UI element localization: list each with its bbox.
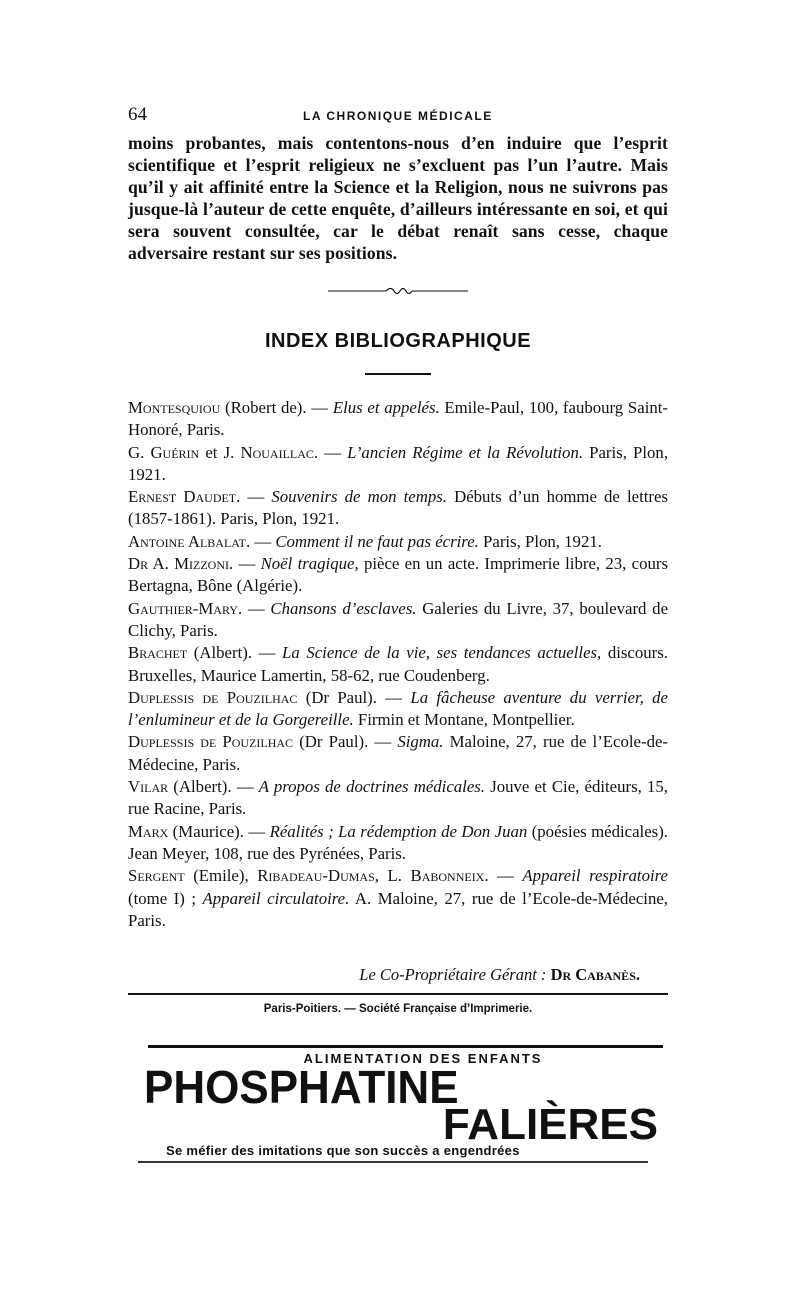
bibliography-entry: Gauthier-Mary. — Chansons d’esclaves. Galeries du Livre, 37, boulevard de Clichy, Paris. xyxy=(128,598,669,640)
page-number: 64 xyxy=(128,104,147,125)
ad-rule-bottom xyxy=(138,1161,648,1163)
bibliography-entry: Montesquiou (Robert de). — Elus et appelés. Emile-Paul, 100, faubourg Saint-Honoré, Paris. xyxy=(128,398,669,440)
printer-imprint: Paris-Poitiers. — Société Française d’Imprimerie. xyxy=(263,1003,533,1016)
bibliography-entry: G. Guérin et J. Nouaillac. — L’ancien Régime et la Révolution. Paris, Plon, 1921. xyxy=(128,442,669,484)
ad-slogan: Se méfier des imitations que son succès a engendrées xyxy=(166,1143,520,1158)
signature-name: Dr Cabanès. xyxy=(550,965,640,985)
ad-caption: ALIMENTATION DES ENFANTS xyxy=(303,1051,543,1066)
ad-brand-falieres: FALIÈRES xyxy=(442,1100,658,1149)
bibliography-entry: Brachet (Albert). — La Science de la vie, ses tendances actuelles, discours. Bruxelles, Maurice Lamertin, 58-62, rue Coudenberg. xyxy=(128,643,668,685)
bibliography-entry: Duplessis de Pouzilhac (Dr Paul). — Sigma. Maloine, 27, rue de l’Ecole-de-Médecine, Paris. xyxy=(128,732,668,774)
bibliography-entry: Dr A. Mizzoni. — Noël tragique, pièce en un acte. Imprimerie libre, 23, cours Bertagna, Bône (Algérie). xyxy=(128,554,669,596)
ornament-divider xyxy=(328,284,468,298)
bibliography-entry: Sergent (Emile), Ribadeau-Dumas, L. Babonneix. — Appareil respiratoire (tome I) ; Appareil circulatoire. A. Maloine, 27, rue de l’Ecole-de-Médecine, Paris. xyxy=(128,866,668,930)
advertisement xyxy=(138,1045,668,1165)
footer-rule xyxy=(128,993,668,995)
bibliography-entry: Marx (Maurice). — Réalités ; La rédemption de Don Juan (poésies médicales). Jean Meyer, 108, rue des Pyrénées, Paris. xyxy=(128,821,668,863)
signature-line: Le Co-Propriétaire Gérant : Dr Cabanès. xyxy=(359,965,640,985)
index-title: INDEX BIBLIOGRAPHIQUE xyxy=(264,330,532,352)
bibliography-entry: Duplessis de Pouzilhac (Dr Paul). — La fâcheuse aventure du verrier, de l’enlumineur et de la Gorgereille. Firmin et Montane, Montpellier. xyxy=(128,687,668,730)
title-rule xyxy=(365,373,431,375)
running-head: LA CHRONIQUE MÉDICALE xyxy=(303,109,493,123)
intro-paragraph: moins probantes, mais contentons-nous d’en induire que l’esprit scientifique et l’esprit religieux ne s’excluent pas l’un l’autre. Mais qu’il y ait affinité entre la Science et la Religion, nous ne suivrons pas jusque-là l’auteur de cette enquête, d’ailleurs intéressante en soi, et qui sera souvent consultée, car le débat renaît sans cesse, chaque adversaire restant sur ses positions. xyxy=(128,133,668,263)
ad-rule-top xyxy=(148,1045,663,1048)
ad-brand-phosphatine: PHOSPHATINE xyxy=(144,1061,459,1114)
bibliography-list xyxy=(128,397,668,932)
bibliography-entry: Ernest Daudet. — Souvenirs de mon temps. Débuts d’un homme de lettres (1857-1861). Paris, Plon, 1921. xyxy=(128,487,668,529)
page-header xyxy=(128,100,668,126)
bibliography-entry: Vilar (Albert). — A propos de doctrines médicales. Jouve et Cie, éditeurs, 15, rue Racine, Paris. xyxy=(128,777,669,819)
document-page xyxy=(128,100,668,1015)
bibliography-entry: Antoine Albalat. — Comment il ne faut pas écrire. Paris, Plon, 1921. xyxy=(128,531,602,551)
